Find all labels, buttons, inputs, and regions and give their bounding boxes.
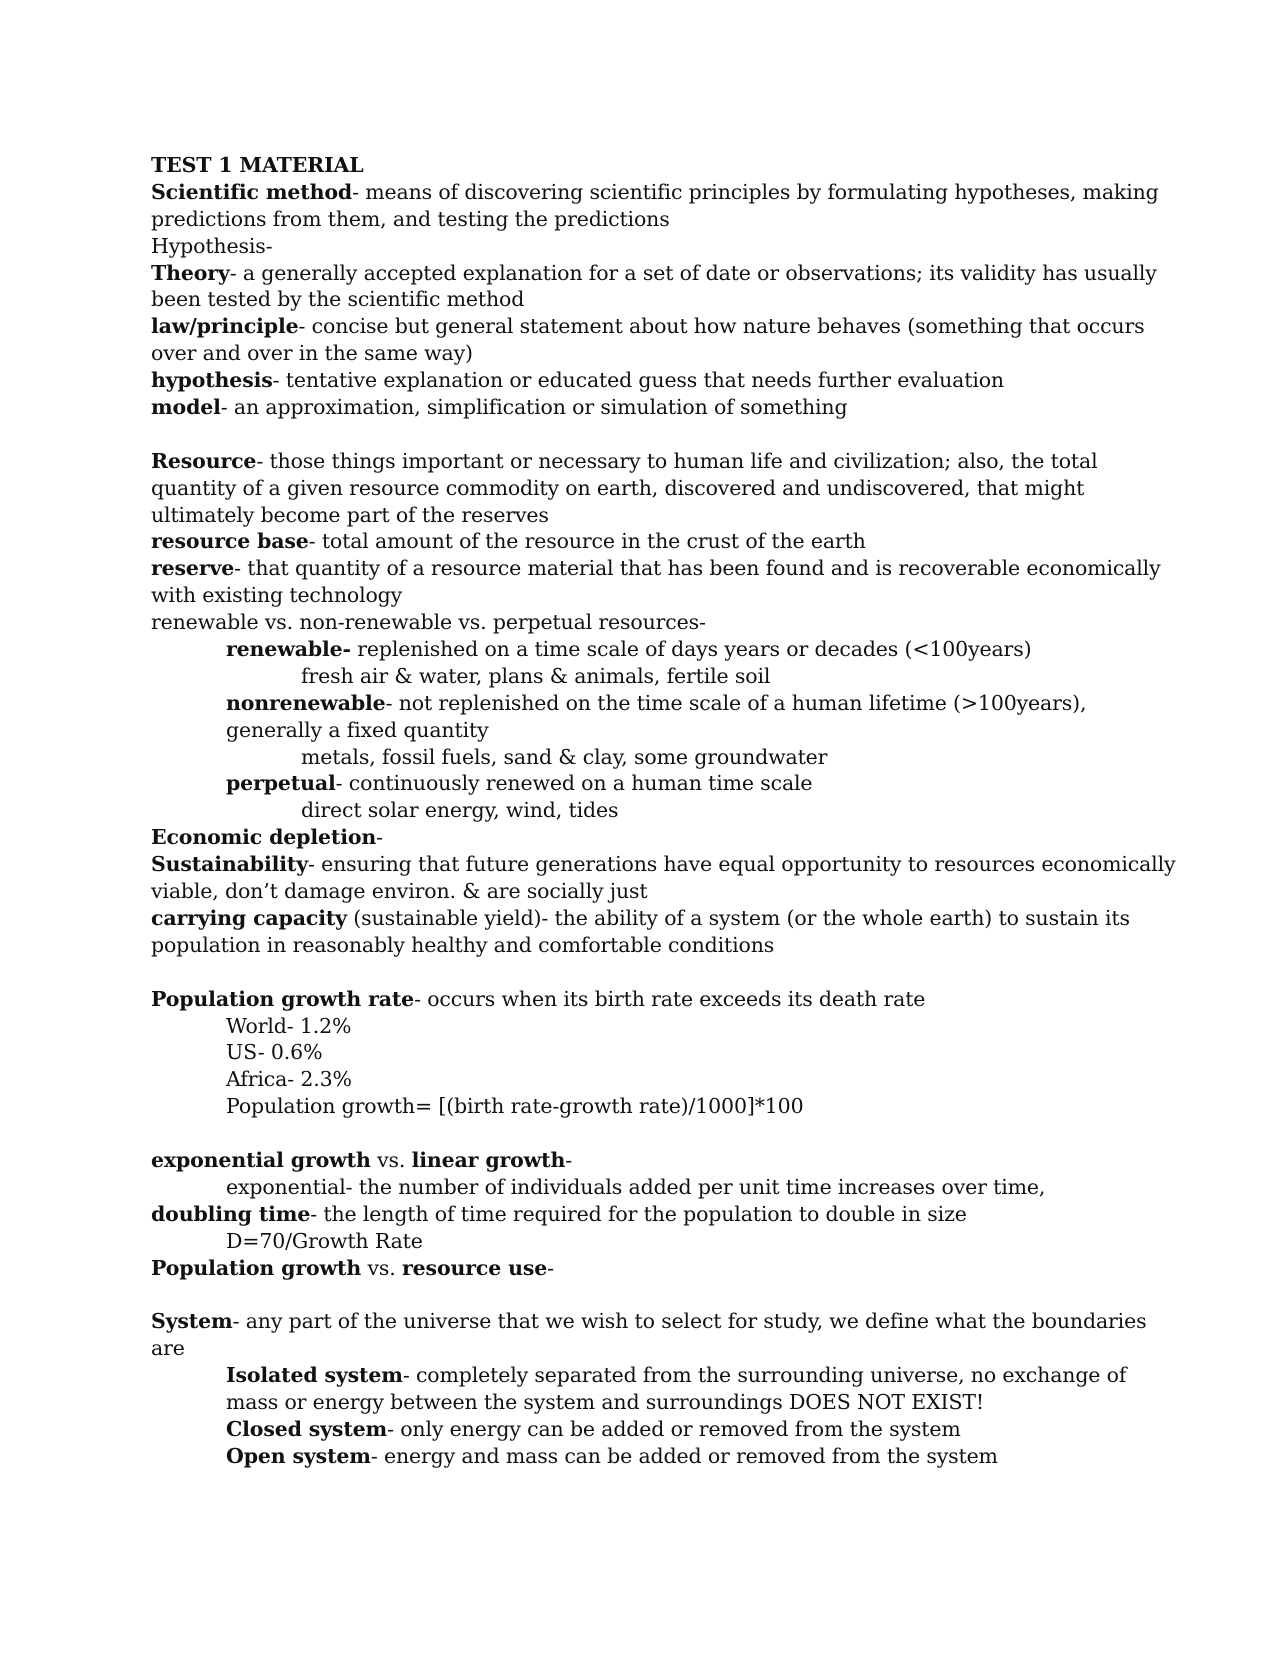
term: law/principle — [151, 314, 299, 339]
term: hypothesis — [151, 368, 273, 393]
economic-depletion-heading: Economic depletion- — [151, 825, 383, 850]
def-closed-system — [151, 1416, 1131, 1443]
formula-doubling: D=70/Growth Rate — [226, 1228, 423, 1253]
term: Theory — [151, 260, 230, 285]
def-perpetual — [151, 770, 1131, 797]
definition: - tentative explanation or educated guess that needs further evaluation — [272, 368, 1004, 393]
definition: - occurs when its birth rate exceeds its death rate — [414, 986, 926, 1011]
definition: - total amount of the resource in the crust of the earth — [308, 529, 866, 554]
def-nonrenewable — [151, 690, 1131, 717]
stat-world: World- 1.2% — [226, 1013, 352, 1038]
resource-types-heading: renewable vs. non-renewable vs. perpetual resources- — [151, 610, 706, 635]
def-continuation: viable, don’t damage environ. & are socially just — [151, 879, 648, 904]
def-population-growth-rate — [151, 986, 1131, 1013]
def-continuation: quantity of a given resource commodity on earth, discovered and undiscovered, that might — [151, 475, 1085, 500]
def-carrying-capacity — [151, 905, 1131, 932]
def-continuation: with existing technology — [151, 583, 403, 608]
definition: replenished on a time scale of days years or decades (<100years) — [350, 637, 1032, 662]
definition: (sustainable yield)- the ability of a system (or the whole earth) to sustain its — [346, 905, 1130, 930]
def-theory — [151, 260, 1157, 287]
def-model — [151, 394, 1131, 421]
examples-renewable: fresh air & water, plans & animals, fertile soil — [301, 663, 771, 688]
term: model — [151, 395, 221, 420]
hypothesis-heading: Hypothesis- — [151, 233, 273, 258]
formula-population-growth: Population growth= [(birth rate-growth rate)/1000]*100 — [226, 1094, 804, 1119]
def-continuation: been tested by the scientific method — [151, 287, 525, 312]
def-exponential: exponential- the number of individuals added per unit time increases over time, — [226, 1174, 1046, 1199]
def-scientific-method — [151, 179, 1159, 206]
def-open-system — [151, 1443, 1131, 1470]
term: reserve — [151, 556, 235, 581]
def-system — [151, 1308, 1147, 1335]
definition: - not replenished on the time scale of a human lifetime (>100years), — [385, 690, 1087, 715]
def-doubling-time — [151, 1201, 1131, 1228]
definition: - concise but general statement about how nature behaves (something that occurs — [298, 314, 1145, 339]
definition: - any part of the universe that we wish to select for study, we define what the boundaries — [232, 1309, 1147, 1334]
term: carrying capacity — [151, 905, 347, 930]
term: Open system — [226, 1443, 371, 1468]
growth-heading: exponential growth vs. linear growth- — [151, 1147, 573, 1172]
definition: - an approximation, simplification or simulation of something — [220, 395, 848, 420]
term: renewable- — [226, 637, 351, 662]
term: resource base — [151, 529, 309, 554]
def-continuation: mass or energy between the system and surroundings DOES NOT EXIST! — [226, 1389, 985, 1414]
blank-line — [151, 421, 1131, 448]
term: doubling time — [151, 1201, 311, 1226]
examples-perpetual: direct solar energy, wind, tides — [301, 798, 619, 823]
document-body — [151, 152, 1176, 1470]
term: Closed system — [226, 1416, 388, 1441]
def-reserve — [151, 555, 1161, 582]
examples-nonrenewable: metals, fossil fuels, sand & clay, some groundwater — [301, 744, 828, 769]
definition: - ensuring that future generations have equal opportunity to resources economically — [307, 852, 1176, 877]
definition: - completely separated from the surrounding universe, no exchange of — [402, 1363, 1127, 1388]
term: Isolated system — [226, 1363, 403, 1388]
blank-line — [151, 959, 1131, 986]
definition: - continuously renewed on a human time scale — [335, 771, 813, 796]
term: perpetual — [226, 771, 336, 796]
def-continuation: predictions from them, and testing the predictions — [151, 206, 670, 231]
def-continuation: ultimately become part of the reserves — [151, 502, 549, 527]
def-continuation: are — [151, 1336, 185, 1361]
def-continuation: generally a fixed quantity — [226, 717, 489, 742]
definition: - those things important or necessary to human life and civilization; also, the total — [256, 448, 1098, 473]
definition: - the length of time required for the population to double in size — [310, 1201, 967, 1226]
def-resource — [151, 448, 1131, 475]
term: nonrenewable — [226, 690, 386, 715]
term: Scientific method — [151, 179, 353, 204]
term: Population growth rate — [151, 986, 415, 1011]
def-renewable — [151, 636, 1131, 663]
blank-line — [151, 1281, 1131, 1308]
def-resource-base — [151, 528, 1131, 555]
term: Resource — [151, 448, 257, 473]
term: Sustainability — [151, 852, 308, 877]
definition: - only energy can be added or removed from the system — [387, 1416, 961, 1441]
definition: - a generally accepted explanation for a set of date or observations; its validity has usually — [229, 260, 1157, 285]
definition: - means of discovering scientific principles by formulating hypotheses, making — [352, 179, 1159, 204]
stat-africa: Africa- 2.3% — [226, 1067, 352, 1092]
term: System — [151, 1309, 233, 1334]
def-continuation: over and over in the same way) — [151, 341, 473, 366]
def-continuation: population in reasonably healthy and comfortable conditions — [151, 932, 775, 957]
def-hypothesis — [151, 367, 1131, 394]
definition: - that quantity of a resource material that has been found and is recoverable economically — [234, 556, 1161, 581]
def-law — [151, 313, 1145, 340]
population-vs-resource-heading: Population growth vs. resource use- — [151, 1255, 554, 1280]
def-isolated-system — [151, 1362, 1131, 1389]
def-sustainability — [151, 851, 1176, 878]
doc-title: TEST 1 MATERIAL — [151, 153, 364, 177]
definition: - energy and mass can be added or removed from the system — [370, 1443, 998, 1468]
blank-line — [151, 1120, 1131, 1147]
stat-us: US- 0.6% — [226, 1040, 323, 1065]
